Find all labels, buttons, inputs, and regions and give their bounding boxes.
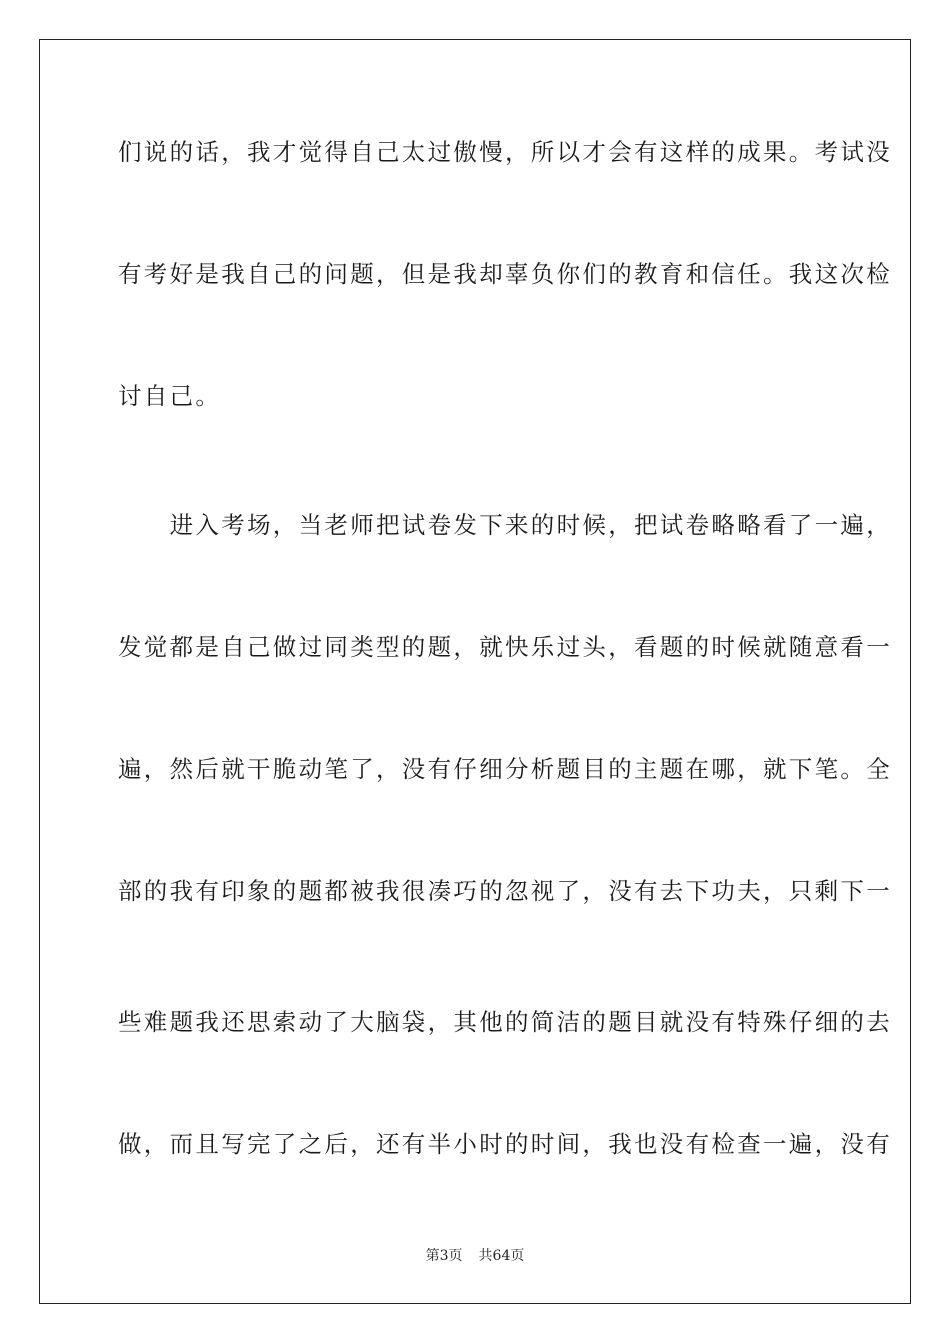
text-line: 们说的话，我才觉得自己太过傲慢，所以才会有这样的成果。考试没 <box>118 138 892 166</box>
page-number: 第3页 <box>425 1248 463 1264</box>
text-line: 些难题我还思索动了大脑袋，其他的简洁的题目就没有特殊仔细的去 <box>118 1008 892 1036</box>
text-line: 讨自己。 <box>118 382 222 410</box>
text-line: 部的我有印象的题都被我很凑巧的忽视了，没有去下功夫，只剩下一 <box>118 877 892 905</box>
text-line: 遍，然后就干脆动笔了，没有仔细分析题目的主题在哪，就下笔。全 <box>118 755 892 783</box>
page-footer <box>0 1247 950 1265</box>
page-total: 共64页 <box>478 1248 525 1264</box>
text-line: 做，而且写完了之后，还有半小时的时间，我也没有检查一遍，没有 <box>118 1130 892 1158</box>
text-line: 有考好是我自己的问题，但是我却辜负你们的教育和信任。我这次检 <box>118 260 892 288</box>
page-border <box>39 39 911 1304</box>
text-line: 发觉都是自己做过同类型的题，就快乐过头，看题的时候就随意看一 <box>118 633 892 661</box>
text-line: 进入考场，当老师把试卷发下来的时候，把试卷略略看了一遍， <box>118 511 892 539</box>
